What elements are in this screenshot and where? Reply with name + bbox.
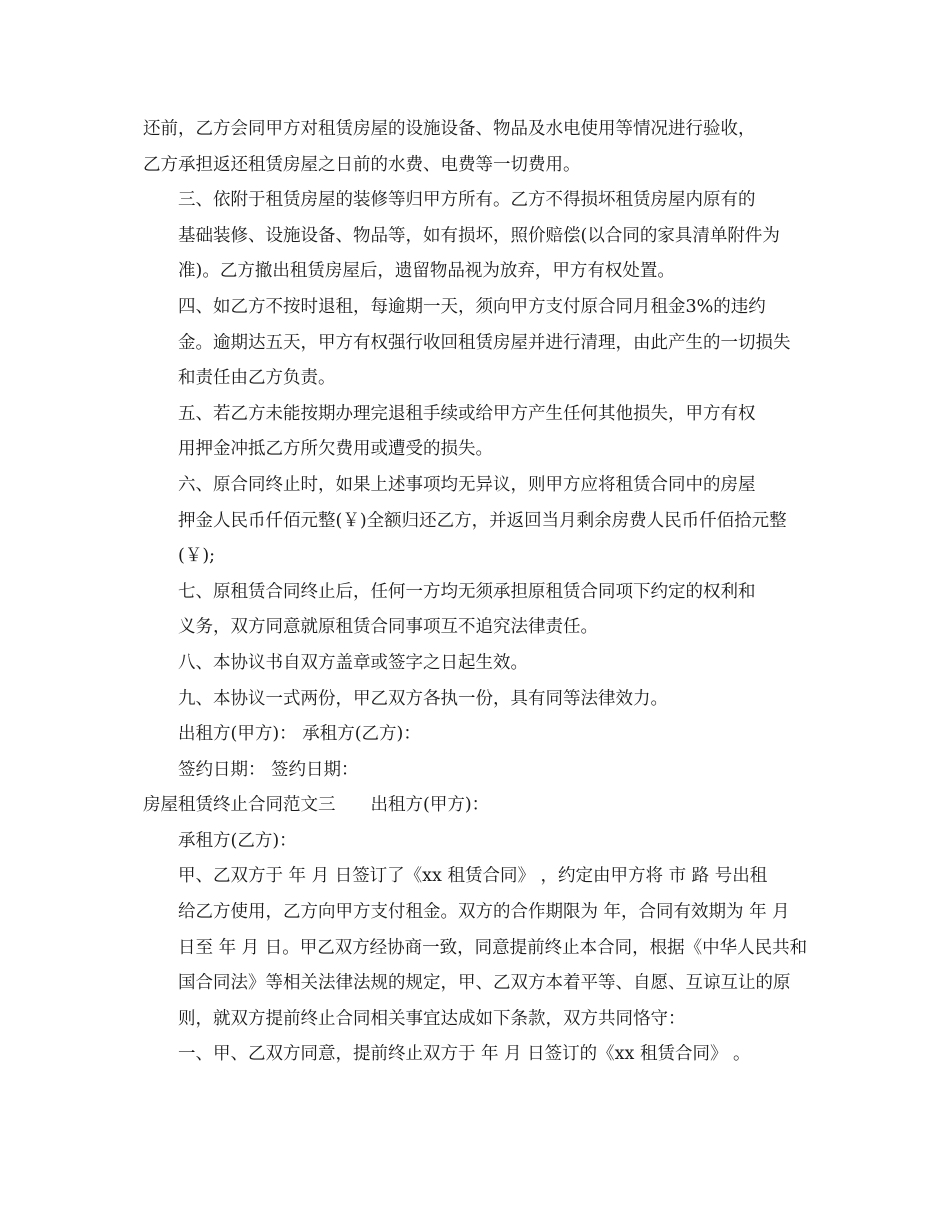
text-line: 三、依附于租赁房屋的装修等归甲方所有。乙方不得损坏租赁房屋内原有的 — [178, 190, 756, 211]
text-line: 六、原合同终止时，如果上述事项均无异议，则甲方应将租赁合同中的房屋 — [178, 474, 756, 495]
text-line: 九、本协议一式两份，甲乙双方各执一份，具有同等法律效力。 — [178, 688, 668, 709]
text-line: 用押金冲抵乙方所欠费用或遭受的损失。 — [178, 439, 493, 460]
text-line: (￥); — [178, 546, 216, 567]
text-line: 乙方承担返还租赁房屋之日前的水费、电费等一切费用。 — [143, 154, 581, 175]
text-line: 五、若乙方未能按期办理完退租手续或给甲方产生任何其他损失，甲方有权 — [178, 403, 756, 424]
text-line: 四、如乙方不按时退租，每逾期一天，须向甲方支付原合同月租金3%的违约 — [178, 296, 766, 317]
text-line: 签约日期： 签约日期： — [178, 759, 359, 780]
signature-parties-line — [143, 717, 808, 753]
text-line: 七、原租赁合同终止后，任何一方均无须承担原租赁合同项下约定的权利和 — [178, 581, 756, 602]
text-line: 基础装修、设施设备、物品等，如有损坏，照价赔偿(以合同的家具清单附件为 — [178, 225, 780, 246]
text-line: 日至 年 月 日。甲乙双方经协商一致，同意提前终止本合同，根据《中华人民共和 — [178, 937, 808, 958]
text-line: 则，就双方提前终止合同相关事宜达成如下条款，双方共同恪守： — [178, 1008, 686, 1029]
paragraph-clause-9 — [143, 682, 808, 718]
text-line: 金。逾期达五天，甲方有权强行收回租赁房屋并进行清理，由此产生的一切损失 — [178, 332, 791, 353]
text-line: 押金人民币仟佰元整(￥)全额归还乙方，并返回当月剩余房费人民币仟佰拾元整 — [178, 510, 787, 531]
text-line: 甲、乙双方于 年 月 日签订了《xx 租赁合同》 ，约定由甲方将 市 路 号出租 — [178, 866, 768, 887]
paragraph-preamble — [143, 859, 808, 1037]
sample-three-title: 房屋租赁终止合同范文三 — [143, 795, 336, 816]
text-line: 国合同法》等相关法律法规的规定，甲、乙双方本着平等、自愿、互谅互让的原 — [178, 973, 791, 994]
paragraph-clause-1 — [143, 1037, 808, 1073]
text-line: 还前，乙方会同甲方对租赁房屋的设施设备、物品及水电使用等情况进行验收， — [143, 119, 756, 139]
paragraph-return-inspection — [143, 112, 808, 183]
text-line: 给乙方使用，乙方向甲方支付租金。双方的合作期限为 年，合同有效期为 年 月 — [178, 902, 790, 923]
text-line: 出租方(甲方)： 承租方(乙方)： — [178, 724, 421, 745]
paragraph-clause-6 — [143, 468, 808, 575]
paragraph-clause-3 — [143, 183, 808, 290]
text-line: 义务，双方同意就原租赁合同事项互不追究法律责任。 — [178, 617, 598, 638]
paragraph-clause-7 — [143, 575, 808, 646]
document-body — [143, 112, 808, 1073]
text-line: 八、本协议书自双方盖章或签字之日起生效。 — [178, 652, 528, 673]
text-line: 承租方(乙方)： — [178, 830, 297, 851]
paragraph-clause-4 — [143, 290, 808, 397]
paragraph-clause-8 — [143, 646, 808, 682]
lessor-label: 出租方(甲方)： — [370, 795, 490, 816]
sample-three-heading-row — [143, 788, 808, 824]
text-line: 准)。乙方撤出租赁房屋后，遗留物品视为放弃，甲方有权处置。 — [178, 261, 675, 282]
lessee-label-line — [143, 824, 808, 860]
text-line: 一、甲、乙双方同意，提前终止双方于 年 月 日签订的《xx 租赁合同》 。 — [178, 1044, 751, 1065]
paragraph-clause-5 — [143, 397, 808, 468]
text-line — [143, 788, 808, 824]
signature-dates-line — [143, 753, 808, 789]
text-line: 和责任由乙方负责。 — [178, 368, 336, 389]
